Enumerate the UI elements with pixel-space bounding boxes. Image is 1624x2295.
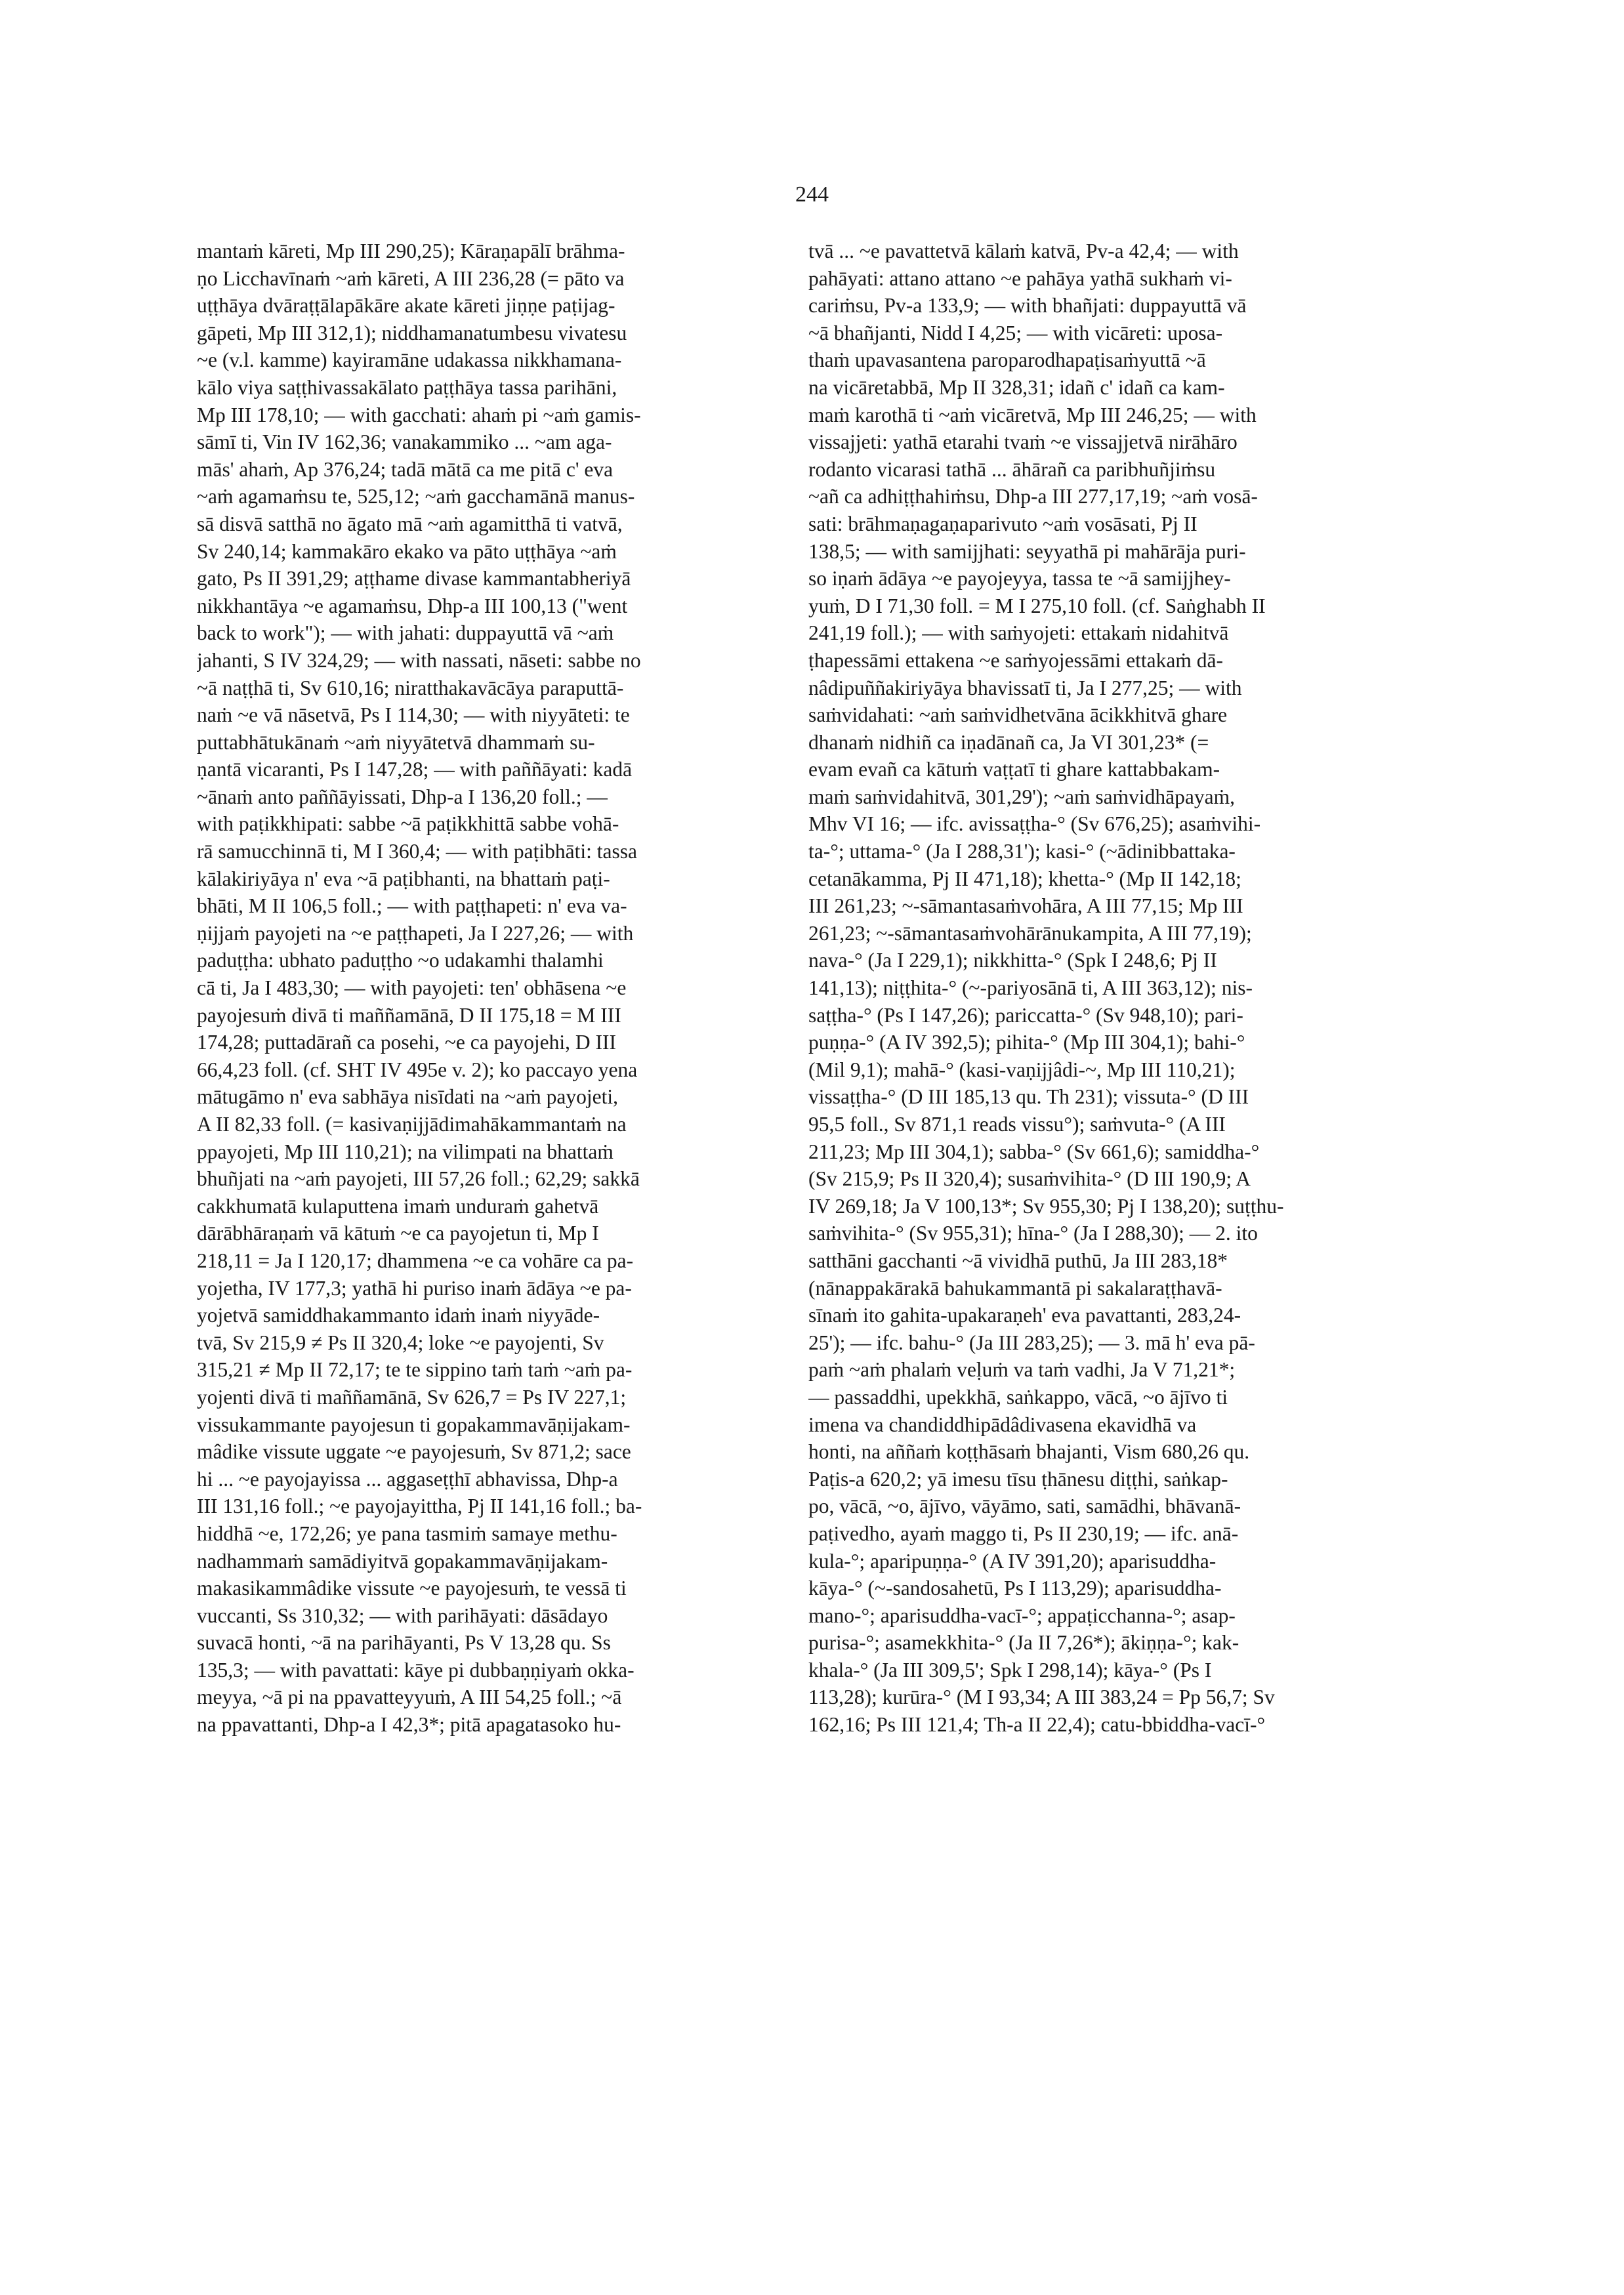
text-line: sīnaṁ ito gahita-upakaraṇeh' eva pavattanti, 283,24-: [808, 1304, 1241, 1327]
text-line: bhuñjati na ~aṁ payojeti, III 57,26 foll.; 62,29; sakkā: [197, 1167, 640, 1191]
text-line: paṁ ~aṁ phalaṁ veḷuṁ va taṁ vadhi, Ja V 71,21*;: [808, 1358, 1236, 1382]
text-line: 113,28); kurūra-° (M I 93,34; A III 383,24 = Pp 56,7; Sv: [808, 1685, 1275, 1709]
text-line: 25'); — ifc. bahu-° (Ja III 283,25); — 3. mā h' eva pā-: [808, 1331, 1255, 1354]
text-line: honti, na aññaṁ koṭṭhāsaṁ bhajanti, Vism 680,26 qu.: [808, 1440, 1250, 1464]
text-line: cetanākamma, Pj II 471,18); khetta-° (Mp II 142,18;: [808, 867, 1241, 890]
text-line: paṭivedho, ayaṁ maggo ti, Ps II 230,19; — ifc. anā-: [808, 1521, 1239, 1545]
text-line: rā samucchinnā ti, M I 360,4; — with paṭibhāti: tassa: [197, 840, 637, 863]
text-line: 162,16; Ps III 121,4; Th-a II 22,4); catu-bbiddha-vacī-°: [808, 1713, 1266, 1737]
text-line: cā ti, Ja I 483,30; — with payojeti: ten' obhāsena ~e: [197, 976, 627, 1000]
text-line: saṁvihita-° (Sv 955,31); hīna-° (Ja I 288,30); — 2. ito: [808, 1222, 1258, 1245]
text-line: naṁ ~e vā nāsetvā, Ps I 114,30; — with niyyāteti: te: [197, 703, 630, 727]
text-line: mâdike vissute uggate ~e payojesuṁ, Sv 871,2; sace: [197, 1440, 631, 1464]
text-line: dārābhāraṇaṁ vā kātuṁ ~e ca payojetun ti, Mp I: [197, 1222, 599, 1245]
text-line: kāya-° (~-sandosahetū, Ps I 113,29); aparisuddha-: [808, 1577, 1222, 1600]
text-line: Mp III 178,10; — with gacchati: ahaṁ pi ~aṁ gamis-: [197, 403, 641, 426]
text-line: hi ... ~e payojayissa ... aggaseṭṭhī abhavissa, Dhp-a: [197, 1467, 618, 1491]
text-line: na vicāretabbā, Mp II 328,31; idañ c' idañ ca kam-: [808, 375, 1225, 399]
text-line: tvā ... ~e pavattetvā kālaṁ katvā, Pv-a 42,4; — with: [808, 239, 1239, 262]
text-line: kālakiriyāya n' eva ~ā paṭibhanti, na bhattaṁ paṭi-: [197, 867, 610, 890]
text-line: puttabhātukānaṁ ~aṁ niyyātetvā dhammaṁ su-: [197, 730, 595, 754]
text-line: tvā, Sv 215,9 ≠ Ps II 320,4; loke ~e payojenti, Sv: [197, 1331, 604, 1354]
text-line: vissajjeti: yathā etarahi tvaṁ ~e vissajjetvā nirāhāro: [808, 430, 1238, 454]
text-line: mantaṁ kāreti, Mp III 290,25); Kāraṇapālī brāhma-: [197, 239, 625, 262]
text-line: sāmī ti, Vin IV 162,36; vanakammiko ... ~am aga-: [197, 430, 612, 454]
text-line: 315,21 ≠ Mp II 72,17; te te sippino taṁ taṁ ~aṁ pa-: [197, 1358, 633, 1382]
text-line: imena va chandiddhipādâdivasena ekavidhā va: [808, 1413, 1197, 1436]
text-line: with paṭikkhipati: sabbe ~ā paṭikkhittā sabbe vohā-: [197, 812, 619, 836]
text-line: ṇantā vicaranti, Ps I 147,28; — with paññāyati: kadā: [197, 758, 633, 781]
right-column: [808, 238, 1399, 1739]
text-line: ~ā naṭṭhā ti, Sv 610,16; niratthakavācāya paraputtā-: [197, 676, 624, 699]
text-line: III 261,23; ~-sāmantasaṁvohāra, A III 77,15; Mp III: [808, 894, 1243, 918]
text-line: ta-°; uttama-° (Ja I 288,31'); kasi-° (~ādinibbattaka-: [808, 840, 1236, 863]
text-line: (Sv 215,9; Ps II 320,4); susaṁvihita-° (D III 190,9; A: [808, 1167, 1251, 1191]
text-line: payojesuṁ divā ti maññamānā, D II 175,18 = M III: [197, 1003, 621, 1027]
text-line: hiddhā ~e, 172,26; ye pana tasmiṁ samaye methu-: [197, 1521, 617, 1545]
text-line: makasikammâdike vissute ~e payojesuṁ, te vessā ti: [197, 1577, 627, 1600]
text-line: — passaddhi, upekkhā, saṅkappo, vācā, ~o ājīvo ti: [808, 1385, 1228, 1409]
text-line: 135,3; — with pavattati: kāye pi dubbaṇṇiyaṁ okka-: [197, 1658, 635, 1682]
text-line: puṇṇa-° (A IV 392,5); pihita-° (Mp III 304,1); bahi-°: [808, 1031, 1245, 1054]
text-line: vuccanti, Ss 310,32; — with parihāyati: dāsādayo: [197, 1603, 608, 1627]
text-line: pahāyati: attano attano ~e pahāya yathā sukhaṁ vi-: [808, 266, 1232, 290]
text-line: mātugāmo n' eva sabhāya nisīdati na ~aṁ payojeti,: [197, 1085, 619, 1109]
text-line: 218,11 = Ja I 120,17; dhammena ~e ca vohāre ca pa-: [197, 1249, 634, 1272]
text-line: dhanaṁ nidhiñ ca iṇadānañ ca, Ja VI 301,23* (=: [808, 730, 1209, 754]
text-line: ~ānaṁ anto paññāyissati, Dhp-a I 136,20 foll.; —: [197, 785, 608, 808]
text-line: bhāti, M II 106,5 foll.; — with paṭṭhapeti: n' eva va-: [197, 894, 627, 918]
text-line: back to work"); — with jahati: duppayuttā vā ~aṁ: [197, 621, 614, 645]
left-column: [197, 238, 787, 1739]
text-line: suvacā honti, ~ā na parihāyanti, Ps V 13,28 qu. Ss: [197, 1631, 611, 1655]
text-line: Mhv VI 16; — ifc. avissaṭṭha-° (Sv 676,25); asaṁvihi-: [808, 812, 1261, 836]
text-line: khala-° (Ja III 309,5'; Spk I 298,14); kāya-° (Ps I: [808, 1658, 1212, 1682]
text-line: jahanti, S IV 324,29; — with nassati, nāseti: sabbe no: [197, 648, 641, 672]
text-line: nâdipuññakiriyāya bhavissatī ti, Ja I 277,25; — with: [808, 676, 1242, 699]
text-line: 66,4,23 foll. (cf. SHT IV 495e v. 2); ko paccayo yena: [197, 1058, 638, 1081]
text-line: sati: brāhmaṇagaṇaparivuto ~aṁ vosāsati, Pj II: [808, 512, 1197, 535]
text-line: kula-°; aparipuṇṇa-° (A IV 391,20); aparisuddha-: [808, 1549, 1217, 1573]
text-line: yojetvā samiddhakammanto idaṁ inaṁ niyyāde-: [197, 1304, 600, 1327]
text-line: IV 269,18; Ja V 100,13*; Sv 955,30; Pj I 138,20); suṭṭhu-: [808, 1194, 1284, 1218]
text-line: gato, Ps II 391,29; aṭṭhame divase kammantabheriyā: [197, 567, 631, 590]
text-line: mās' ahaṁ, Ap 376,24; tadā mātā ca me pitā c' eva: [197, 457, 614, 481]
text-line: 138,5; — with samijjhati: seyyathā pi mahārāja puri-: [808, 539, 1246, 563]
text-line: saṁvidahati: ~aṁ saṁvidhetvāna ācikkhitvā ghare: [808, 703, 1228, 727]
text-line: kālo viya saṭṭhivassakālato paṭṭhāya tassa parihāni,: [197, 375, 617, 399]
text-line: yojetha, IV 177,3; yathā hi puriso inaṁ ādāya ~e pa-: [197, 1276, 632, 1300]
text-line: cakkhumatā kulaputtena imaṁ unduraṁ gahetvā: [197, 1194, 599, 1218]
text-line: ~ā bhañjanti, Nidd I 4,25; — with vicāreti: uposa-: [808, 321, 1223, 344]
text-line: 95,5 foll., Sv 871,1 reads vissu°); saṁvuta-° (A III: [808, 1113, 1226, 1136]
text-line: maṁ karothā ti ~aṁ vicāretvā, Mp III 246,25; — with: [808, 403, 1257, 426]
text-line: (Mil 9,1); mahā-° (kasi-vaṇijjâdi-~, Mp III 110,21);: [808, 1058, 1236, 1081]
text-line: so iṇaṁ ādāya ~e payojeyya, tassa te ~ā samijjhey-: [808, 567, 1231, 590]
text-line: nava-° (Ja I 229,1); nikkhitta-° (Spk I 248,6; Pj II: [808, 949, 1217, 972]
text-line: mano-°; aparisuddha-vacī-°; appaṭicchanna-°; asap-: [808, 1603, 1236, 1627]
text-line: rodanto vicarasi tathā ... āhārañ ca paribhuñjiṁsu: [808, 457, 1216, 481]
text-line: nadhammaṁ samādiyitvā gopakammavāṇijakam-: [197, 1549, 608, 1573]
text-line: Paṭis-a 620,2; yā imesu tīsu ṭhānesu diṭṭhi, saṅkap-: [808, 1467, 1228, 1491]
text-line: yojenti divā ti maññamānā, Sv 626,7 = Ps IV 227,1;: [197, 1385, 627, 1409]
text-line: ~e (v.l. kamme) kayiramāne udakassa nikkhamana-: [197, 348, 622, 372]
text-line: (nānappakārakā bahukammantā pi sakalaraṭṭhavā-: [808, 1276, 1222, 1300]
text-line: paduṭṭha: ubhato paduṭṭho ~o udakamhi thalamhi: [197, 949, 604, 972]
text-line: maṁ saṁvidahitvā, 301,29'); ~aṁ saṁvidhāpayaṁ,: [808, 785, 1235, 808]
page-number: 244: [795, 182, 829, 207]
text-line: ~aṁ agamaṁsu te, 525,12; ~aṁ gacchamānā manus-: [197, 485, 635, 508]
text-line: 174,28; puttadārañ ca posehi, ~e ca payojehi, D III: [197, 1031, 616, 1054]
text-line: evam evañ ca kātuṁ vaṭṭatī ti ghare kattabbakam-: [808, 758, 1220, 781]
text-line: vissukammante payojesun ti gopakammavāṇijakam-: [197, 1413, 631, 1436]
text-line: saṭṭha-° (Ps I 147,26); pariccatta-° (Sv 948,10); pari-: [808, 1003, 1243, 1027]
text-line: vissaṭṭha-° (D III 185,13 qu. Th 231); vissuta-° (D III: [808, 1085, 1249, 1109]
text-line: na ppavattanti, Dhp-a I 42,3*; pitā apagatasoko hu-: [197, 1713, 621, 1737]
text-line: uṭṭhāya dvāraṭṭālapākāre akate kāreti jiṇṇe paṭijag-: [197, 294, 615, 318]
text-line: meyya, ~ā pi na ppavatteyyuṁ, A III 54,25 foll.; ~ā: [197, 1685, 622, 1709]
text-line: ~añ ca adhiṭṭhahiṁsu, Dhp-a III 277,17,19; ~aṁ vosā-: [808, 485, 1258, 508]
text-line: 141,13); niṭṭhita-° (~-pariyosānā ti, A III 363,12); nis-: [808, 976, 1253, 1000]
text-line: ṭhapessāmi ettakena ~e saṁyojessāmi ettakaṁ dā-: [808, 648, 1223, 672]
text-line: A II 82,33 foll. (= kasivaṇijjādimahākammantaṁ na: [197, 1113, 627, 1136]
text-line: purisa-°; asamekkhita-° (Ja II 7,26*); ākiṇṇa-°; kak-: [808, 1631, 1239, 1655]
text-line: III 131,16 foll.; ~e payojayittha, Pj II 141,16 foll.; ba-: [197, 1495, 642, 1518]
text-line: 261,23; ~-sāmantasaṁvohārānukampita, A III 77,19);: [808, 921, 1252, 945]
text-line: 241,19 foll.); — with saṁyojeti: ettakaṁ nidahitvā: [808, 621, 1229, 645]
text-line: gāpeti, Mp III 312,1); niddhamanatumbesu vivatesu: [197, 321, 627, 344]
text-line: sā disvā satthā no āgato mā ~aṁ agamitthā ti vatvā,: [197, 512, 623, 535]
text-line: ṇijjaṁ payojeti na ~e paṭṭhapeti, Ja I 227,26; — with: [197, 921, 634, 945]
text-line: po, vācā, ~o, ājīvo, vāyāmo, sati, samādhi, bhāvanā-: [808, 1495, 1241, 1518]
text-line: ṇo Licchavīnaṁ ~aṁ kāreti, A III 236,28 (= pāto va: [197, 266, 625, 290]
text-line: Sv 240,14; kammakāro ekako va pāto uṭṭhāya ~aṁ: [197, 539, 617, 563]
text-line: cariṁsu, Pv-a 133,9; — with bhañjati: duppayuttā vā: [808, 294, 1247, 318]
text-line: yuṁ, D I 71,30 foll. = M I 275,10 foll. (cf. Saṅghabh II: [808, 594, 1266, 617]
text-line: nikkhantāya ~e agamaṁsu, Dhp-a III 100,13 ("went: [197, 594, 628, 617]
text-line: thaṁ upavasantena paroparodhapaṭisaṁyuttā ~ā: [808, 348, 1206, 372]
text-line: satthāni gacchanti ~ā vividhā puthū, Ja III 283,18*: [808, 1249, 1228, 1272]
text-line: 211,23; Mp III 304,1); sabba-° (Sv 661,6); samiddha-°: [808, 1140, 1260, 1163]
text-line: ppayojeti, Mp III 110,21); na vilimpati na bhattaṁ: [197, 1140, 614, 1163]
